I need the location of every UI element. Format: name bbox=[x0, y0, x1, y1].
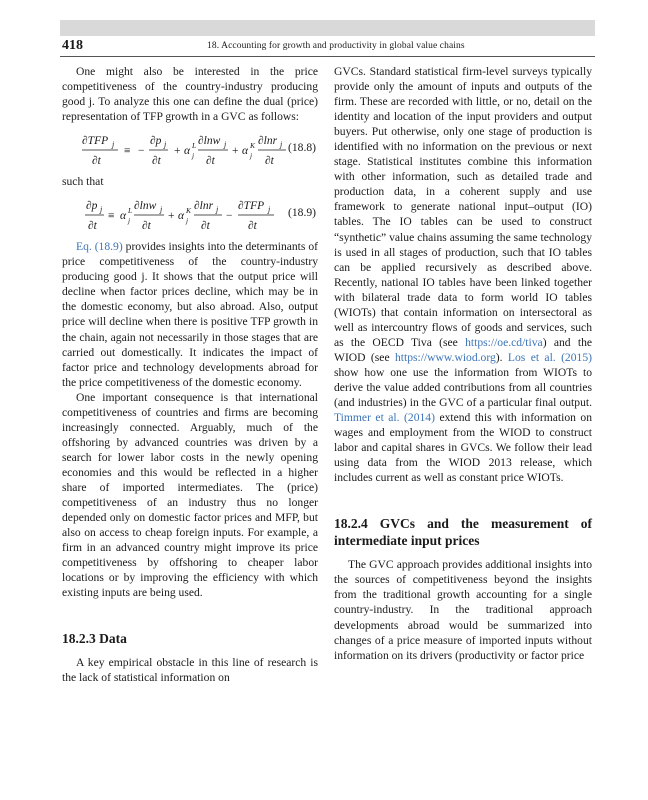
left-paragraph-1: One might also be interested in the price competitiveness of the country-industry producing good j. To analyze this one can define the dual (price) representation of TFP growth in a GVC as follows: bbox=[62, 65, 318, 124]
svg-text:L: L bbox=[128, 206, 133, 216]
left-paragraph-4: A key empirical obstacle in this line of research is the lack of statistical information on bbox=[62, 656, 318, 685]
svg-text:L: L bbox=[192, 141, 197, 151]
right-paragraph-1-text-c: ). bbox=[495, 350, 508, 364]
svg-text:∂t: ∂t bbox=[152, 155, 161, 168]
svg-text:α: α bbox=[242, 145, 249, 158]
svg-text:∂t: ∂t bbox=[142, 220, 151, 233]
section-heading-data: 18.2.3 Data bbox=[62, 631, 127, 647]
svg-text:∂t: ∂t bbox=[88, 220, 97, 233]
svg-text:∂lnr: ∂lnr bbox=[258, 135, 278, 148]
svg-text:j: j bbox=[268, 205, 271, 215]
svg-text:j: j bbox=[280, 140, 283, 150]
section-heading-gvc-measurement: 18.2.4 GVCs and the measurement of intermediate input prices bbox=[334, 516, 592, 549]
svg-text:−: − bbox=[226, 210, 233, 223]
svg-text:j: j bbox=[216, 205, 219, 215]
svg-text:∂p: ∂p bbox=[150, 135, 162, 148]
wiod-link[interactable]: https://www.wiod.org bbox=[394, 350, 496, 364]
oecd-tiva-link[interactable]: https://oe.cd/tiva bbox=[465, 335, 543, 349]
svg-text:j: j bbox=[224, 140, 227, 150]
svg-text:∂lnw: ∂lnw bbox=[198, 135, 221, 148]
left-column bbox=[62, 64, 318, 685]
svg-text:∂p: ∂p bbox=[86, 200, 98, 213]
equation-18-8 bbox=[62, 128, 318, 172]
equation-18-9-formula bbox=[62, 193, 292, 237]
svg-text:∂t: ∂t bbox=[248, 220, 257, 233]
svg-text:K: K bbox=[186, 206, 192, 216]
svg-text:∂t: ∂t bbox=[265, 155, 274, 168]
left-paragraph-2-text: provides insights into the determinants of price competitiveness of the country-industry producing good j. It shows that the output price will decline when factor prices decline, which may be in the domestic economy, but also abroad. Also, output price will decline when there is positive TFP growth in the chain, again not necessarily in those stages that are carried out domestically. It indicates the impact of factor price and technology developments abroad for the price competitiveness of the domestic economy. bbox=[62, 240, 319, 389]
running-head: 18. Accounting for growth and productivity in global value chains bbox=[207, 41, 465, 51]
svg-text:≡: ≡ bbox=[108, 210, 115, 223]
svg-text:+: + bbox=[232, 145, 239, 158]
svg-text:≡: ≡ bbox=[124, 145, 131, 158]
equation-18-8-number: (18.8) bbox=[287, 141, 316, 155]
svg-text:∂t: ∂t bbox=[92, 155, 101, 168]
equation-reference-link[interactable]: Eq. (18.9) bbox=[76, 240, 123, 254]
svg-text:j: j bbox=[250, 151, 253, 161]
svg-text:j: j bbox=[192, 151, 195, 161]
right-column bbox=[334, 64, 592, 663]
right-paragraph-1-text-a: GVCs. Standard statistical firm-level surveys typically provide only the amount of inputs and outputs of the firm. These are recorded with little, or no, detail on the identity and location of the input providers and output buyers. Put otherwise, only one stage of production is identified with no information on the previous or next stage. Statistical institutes combine this information with other information, such as detailed trade and production data, in a coherent supply and use framework to generate national input–output (IO) tables. The IO tables can be used to construct “synthetic” value chains assuming the same technology is used in all stages of production, such that IO tables can be applied recursively as described above. Recently, national IO tables have been linked together with bilateral trade data to form world IO tables (WIOTs) that contain information on intersectoral as well as intercountry flows of goods and services, such as the OECD Tiva (see bbox=[334, 65, 592, 349]
svg-text:+: + bbox=[168, 210, 175, 223]
equation-18-9-number: (18.9) bbox=[287, 206, 316, 220]
header-rule bbox=[60, 56, 595, 57]
header-bar bbox=[60, 20, 595, 36]
svg-text:∂lnw: ∂lnw bbox=[134, 200, 157, 213]
equation-18-9 bbox=[62, 193, 318, 237]
svg-text:j: j bbox=[164, 140, 167, 150]
left-paragraph-3: One important consequence is that international competitiveness of countries and firms are becoming increasingly connected. Arguably, much of the offshoring by advanced countries was driven by a search for lower labor costs in the newly opening economies and this would be reflected in a higher share of imported intermediates. The (price) competitiveness of an industry thus no longer depended only on domestic factor prices and MFP, but also on access to cheap foreign inputs. For example, a firm in an advanced country might improve its price competitiveness by offshoring to cheaper labor locations or by improving the efficiency with which existing inputs are being used. bbox=[62, 390, 318, 600]
such-that-text: such that bbox=[62, 175, 104, 189]
svg-text:−: − bbox=[138, 145, 145, 158]
svg-text:j: j bbox=[160, 205, 163, 215]
svg-text:j: j bbox=[186, 216, 189, 226]
right-paragraph-1-text-b: ) and the WIOD (see bbox=[334, 335, 593, 364]
right-paragraph-1 bbox=[334, 64, 592, 485]
svg-text:∂t: ∂t bbox=[206, 155, 215, 168]
svg-text:∂lnr: ∂lnr bbox=[194, 200, 214, 213]
svg-text:∂t: ∂t bbox=[201, 220, 210, 233]
page-number: 418 bbox=[62, 38, 83, 53]
citation-timmer-2014[interactable]: Timmer et al. (2014) bbox=[334, 411, 435, 425]
svg-text:∂TFP: ∂TFP bbox=[82, 135, 109, 148]
svg-text:α: α bbox=[184, 145, 191, 158]
svg-text:∂TFP: ∂TFP bbox=[238, 200, 265, 213]
right-paragraph-2: The GVC approach provides additional insights into the sources of competitiveness beyond the insights from the traditional growth accounting for a single country-industry. In the traditional approach developments abroad would be summarized into changes of a price measure of imported inputs without information on its drivers (productivity or factor price bbox=[334, 558, 592, 662]
svg-text:+: + bbox=[174, 145, 181, 158]
svg-text:j: j bbox=[128, 216, 131, 226]
svg-text:α: α bbox=[120, 210, 127, 223]
right-paragraph-1-text-d: show how one use the information from WIOTs to derive the value added contributions from all countries (and industries) in the GVC of a particular final output. bbox=[334, 365, 592, 410]
right-paragraph-1-text-e: extend this with information on wages and employment from the WIOD to construct labor and capital shares in GVCs. We follow their lead using data from the WIOD 2013 release, which includes current as well as constant price WIOTs. bbox=[334, 411, 592, 485]
citation-los-2015[interactable]: Los et al. (2015) bbox=[507, 350, 592, 364]
svg-text:K: K bbox=[250, 141, 256, 151]
left-paragraph-2 bbox=[62, 239, 318, 389]
svg-text:j: j bbox=[112, 140, 115, 150]
equation-18-8-formula bbox=[62, 128, 292, 172]
svg-text:j: j bbox=[100, 205, 103, 215]
svg-text:α: α bbox=[178, 210, 185, 223]
